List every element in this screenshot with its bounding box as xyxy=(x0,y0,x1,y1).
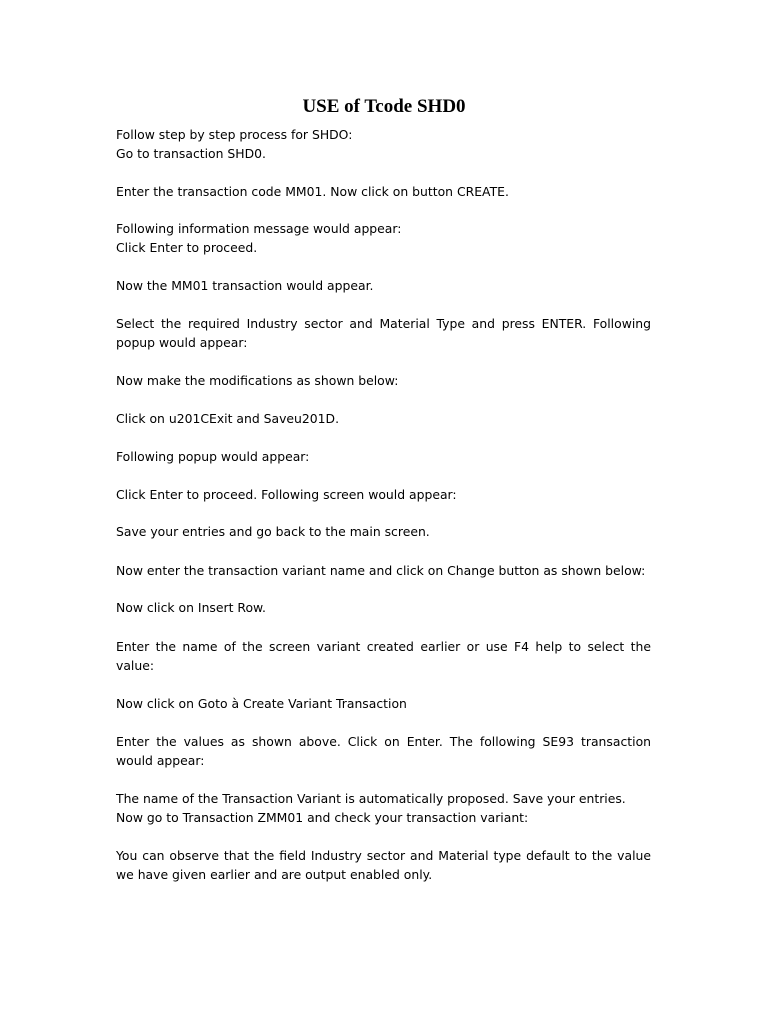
text-line: The name of the Transaction Variant is automatically proposed. Save your entries. xyxy=(116,791,626,806)
text-line: Following popup would appear: xyxy=(116,449,310,464)
text-line: would appear: xyxy=(116,753,205,768)
text-line: You can observe that the field Industry sector and Material type default to the value xyxy=(116,848,651,863)
text-line: we have given earlier and are output enabled only. xyxy=(116,867,433,882)
text-line: value: xyxy=(116,658,155,673)
text-line: Now go to Transaction ZMM01 and check your transaction variant: xyxy=(116,810,529,825)
document-title: USE of Tcode SHD0 xyxy=(302,96,466,117)
text-line: Enter the transaction code MM01. Now click on button CREATE. xyxy=(116,184,509,199)
text-line: Now enter the transaction variant name and click on Change button as shown below: xyxy=(116,563,646,578)
text-line: Now click on Insert Row. xyxy=(116,600,266,615)
text-line: Select the required Industry sector and Material Type and press ENTER. Following xyxy=(116,316,651,331)
text-line: Now make the modifications as shown below: xyxy=(116,373,399,388)
text-line: Click Enter to proceed. Following screen would appear: xyxy=(116,487,457,502)
text-line: Enter the name of the screen variant created earlier or use F4 help to select the xyxy=(116,639,651,654)
text-line: Enter the values as shown above. Click on Enter. The following SE93 transaction xyxy=(116,734,651,749)
text-line: Save your entries and go back to the main screen. xyxy=(116,524,430,539)
text-line: Follow step by step process for SHDO: xyxy=(116,127,353,142)
text-line: Now the MM01 transaction would appear. xyxy=(116,278,374,293)
text-line: Following information message would appear: xyxy=(116,221,402,236)
text-line: Click Enter to proceed. xyxy=(116,240,258,255)
text-line: Go to transaction SHD0. xyxy=(116,146,266,161)
text-line: Click on u201CExit and Saveu201D. xyxy=(116,411,340,426)
text-line: Now click on Goto à Create Variant Transaction xyxy=(116,696,407,711)
text-line: popup would appear: xyxy=(116,335,248,350)
